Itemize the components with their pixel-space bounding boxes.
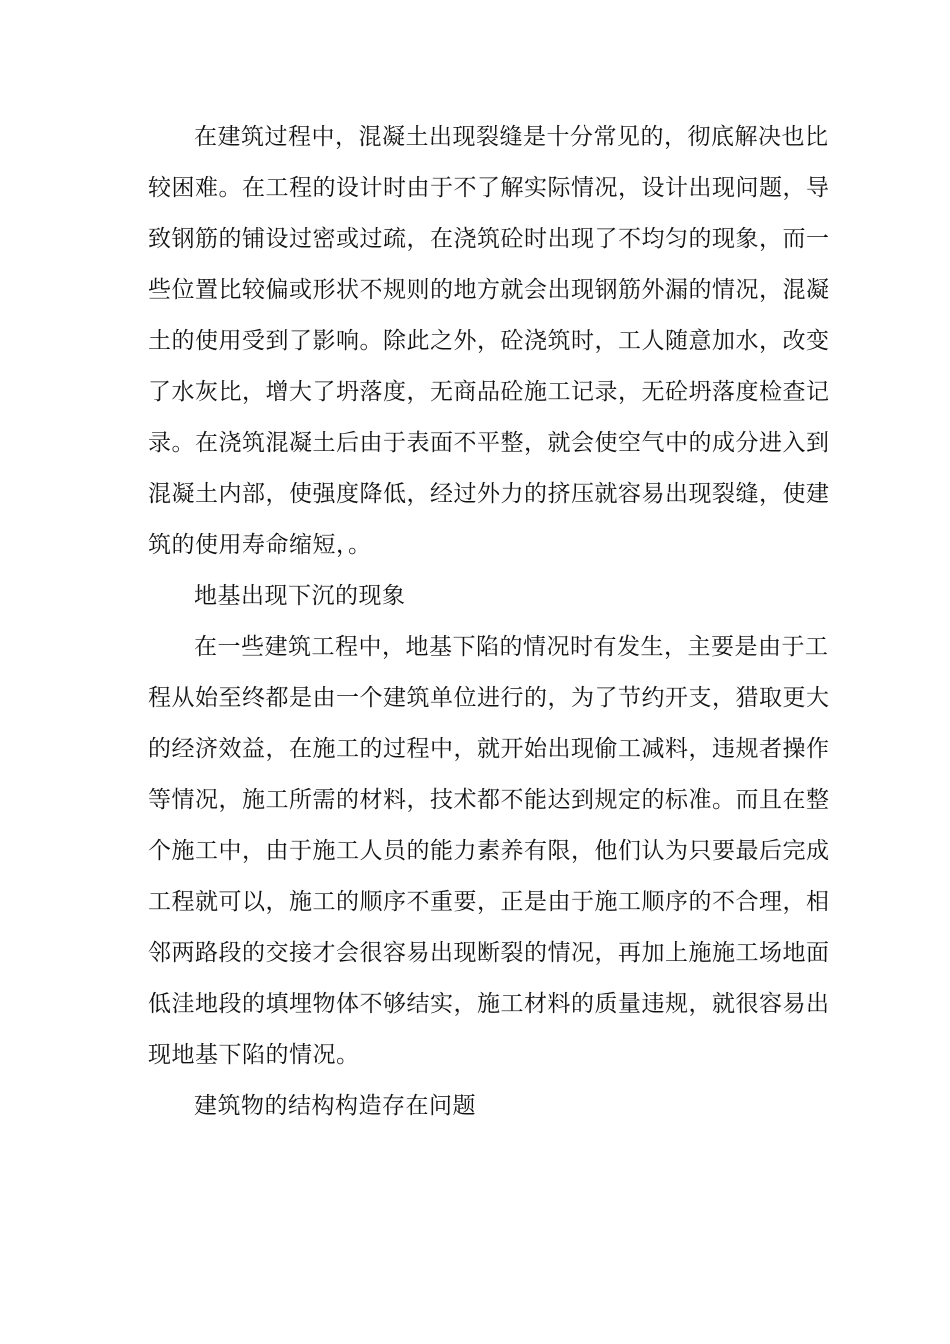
text-line: 工程就可以，施工的顺序不重要，正是由于施工顺序的不合理，相 (148, 889, 830, 915)
text-line: 低洼地段的填埋物体不够结实，施工材料的质量违规，就很容易出 (148, 991, 830, 1017)
text-line: 录。在浇筑混凝土后由于表面不平整，就会使空气中的成分进入到 (148, 430, 830, 456)
text-line: 等情况，施工所需的材料，技术都不能达到规定的标准。而且在整 (148, 787, 830, 813)
paragraph-foundation-settlement (148, 622, 830, 1081)
text-line: 现地基下陷的情况。 (148, 1042, 360, 1068)
text-line: 筑的使用寿命缩短，。 (148, 532, 372, 558)
text-line: 邻两路段的交接才会很容易出现断裂的情况，再加上施施工场地面 (148, 940, 830, 966)
text-line: 混凝土内部，使强度降低，经过外力的挤压就容易出现裂缝，使建 (148, 481, 830, 507)
text-line: 在一些建筑工程中，地基下陷的情况时有发生，主要是由于工 (194, 634, 829, 660)
document-body (148, 112, 830, 1132)
paragraph-concrete-cracks (148, 112, 830, 571)
text-line: 致钢筋的铺设过密或过疏，在浇筑砼时出现了不均匀的现象，而一 (148, 226, 830, 252)
text-line: 个施工中，由于施工人员的能力素养有限，他们认为只要最后完成 (148, 838, 830, 864)
section-heading-foundation-settlement: 地基出现下沉的现象 (194, 583, 406, 609)
text-line: 在建筑过程中，混凝土出现裂缝是十分常见的，彻底解决也比 (194, 124, 829, 150)
text-line: 程从始至终都是由一个建筑单位进行的，为了节约开支，猎取更大 (148, 685, 830, 711)
text-line: 的经济效益，在施工的过程中，就开始出现偷工减料，违规者操作 (148, 736, 830, 762)
section-heading-structural-issues: 建筑物的结构构造存在问题 (194, 1093, 476, 1119)
text-line: 土的使用受到了影响。除此之外，砼浇筑时，工人随意加水，改变 (148, 328, 830, 354)
text-line: 了水灰比，增大了坍落度，无商品砼施工记录，无砼坍落度检查记 (148, 379, 830, 405)
text-line: 较困难。在工程的设计时由于不了解实际情况，设计出现问题，导 (148, 175, 830, 201)
text-line: 些位置比较偏或形状不规则的地方就会出现钢筋外漏的情况，混凝 (148, 277, 830, 303)
